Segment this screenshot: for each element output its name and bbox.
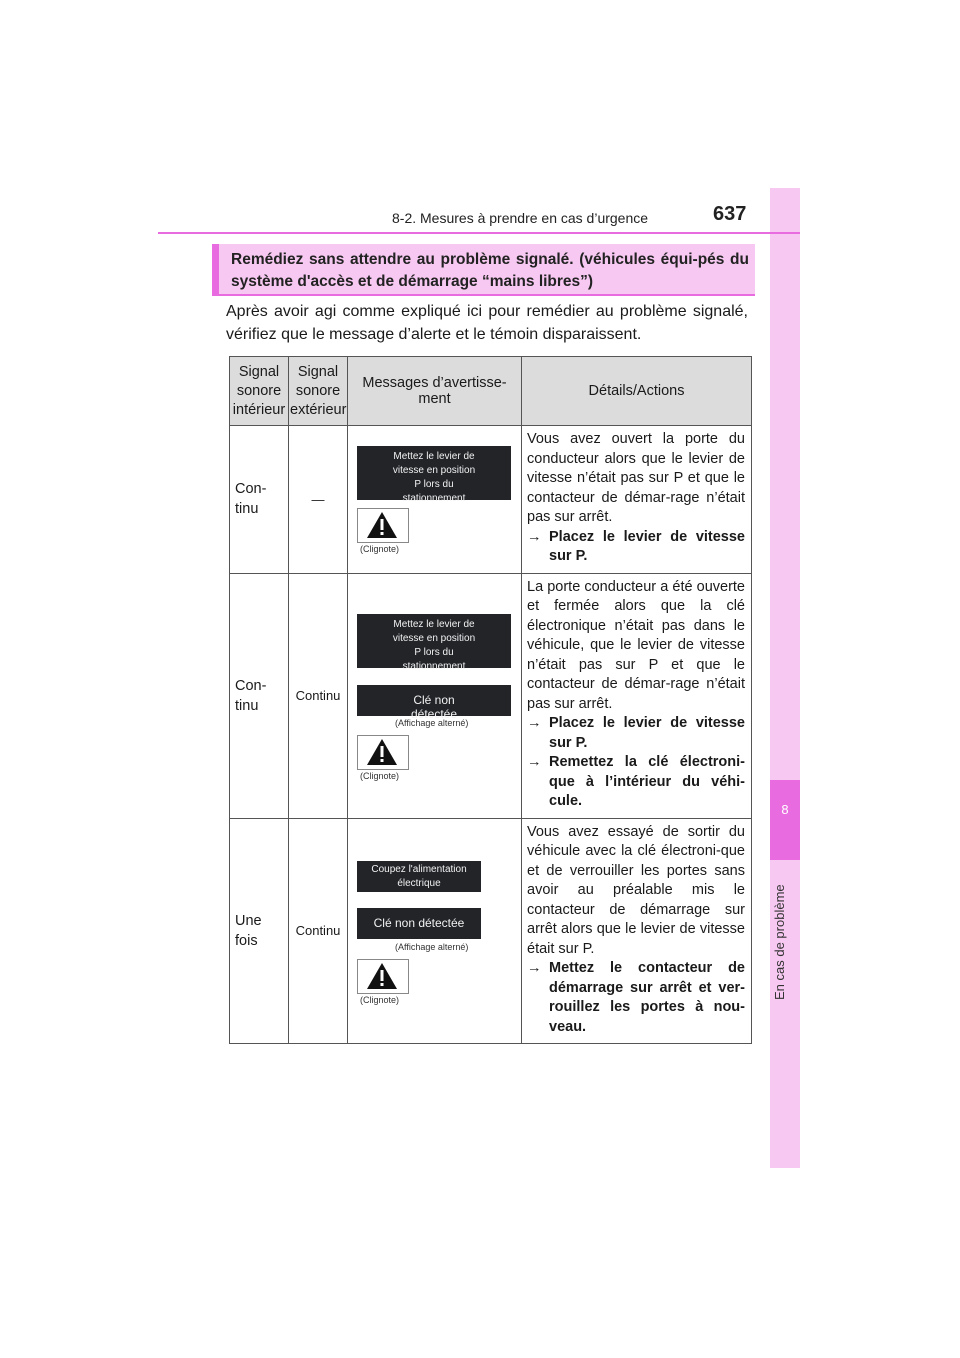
details-text: Vous avez ouvert la porte du conducteur alors que le levier de vitesse n’était pas sur P et que le contacteur de démar-rage n’était pas sur arrêt. (527, 431, 745, 525)
action-item (527, 959, 745, 1037)
master-warning-icon (357, 735, 409, 770)
warning-message-cell (348, 573, 522, 818)
arrow-icon: → (527, 528, 542, 545)
details-cell (522, 573, 752, 818)
message-screen (357, 446, 511, 504)
message-text: Mettez le levier de vitesse en position P lors du stationnement (392, 451, 476, 504)
message-screen (357, 685, 511, 721)
chapter-label: En cas de problème (772, 884, 787, 1000)
exterior-buzzer-cell: Continu (289, 573, 348, 818)
action-text: Mettez le contacteur de démarrage sur arrêt et ver-rouillez les portes à nou-veau. (549, 960, 745, 1035)
action-text: Placez le levier de vitesse sur P. (549, 528, 745, 564)
action-item (527, 528, 745, 567)
message-text: Clé non détectée (373, 915, 465, 930)
callout-text: Remédiez sans attendre au problème signalé. (véhicules équi-pés du système d'accès et de démarrage “mains libres”) (231, 251, 749, 290)
action-text: Placez le levier de vitesse sur P. (549, 715, 745, 751)
interior-buzzer-cell: Une fois (230, 818, 289, 1044)
blink-caption: (Clignote) (360, 544, 400, 554)
callout-box (212, 244, 755, 296)
details-text: Vous avez essayé de sortir du véhicule avec la clé électroni-que et de verrouiller les portes sans avoir au préalable mis le contacteur de démarrage sur arrêt alors que le levier de vitesse était sur P. (527, 823, 745, 957)
table-row (230, 573, 752, 818)
arrow-icon: → (527, 754, 542, 770)
interior-buzzer-cell: Con-tinu (230, 426, 289, 574)
table-row (230, 426, 752, 574)
warning-message-cell (348, 818, 522, 1044)
warning-message-cell (348, 426, 522, 574)
message-text: Clé non détectée (410, 692, 458, 721)
master-warning-icon (357, 508, 409, 543)
header-details: Détails/Actions (522, 357, 752, 426)
section-title: 8-2. Mesures à prendre en cas d’urgence (392, 210, 649, 226)
page-number: 637 (713, 203, 747, 225)
action-item (527, 714, 745, 753)
arrow-icon: → (527, 960, 542, 976)
message-text: Coupez l'alimentation électrique (371, 863, 467, 889)
message-screen (357, 908, 481, 939)
exterior-buzzer-cell: — (289, 426, 348, 574)
header-rule (158, 232, 800, 234)
alternate-caption: (Affichage alterné) (395, 717, 469, 728)
interior-buzzer-cell: Con-tinu (230, 573, 289, 818)
blink-caption: (Clignote) (360, 770, 400, 781)
details-cell (522, 426, 752, 574)
warning-table (229, 356, 752, 1044)
details-text: La porte conducteur a été ouverte et fermée alors que la clé électronique n’était pas dans le véhicule, que le levier de vitesse n’était pas sur P et que le contacteur de démar-rage n’était pas sur arrêt. (527, 578, 745, 712)
message-text: Mettez le levier de vitesse en position P lors du stationnement (392, 618, 476, 672)
master-warning-icon (357, 959, 409, 994)
action-text: Remettez la clé électroni-que à l’intérieur du véhi-cule. (549, 754, 745, 809)
blink-caption: (Clignote) (360, 994, 400, 1005)
table-header-row (230, 357, 752, 426)
arrow-icon: → (527, 715, 542, 731)
message-screen (357, 614, 511, 672)
chapter-side-tab (770, 188, 800, 1168)
message-screen (357, 861, 481, 892)
header-exterior-buzzer: Signal sonore extérieur (289, 357, 348, 426)
chapter-number: 8 (770, 780, 800, 860)
table-row (230, 818, 752, 1044)
intro-paragraph: Après avoir agi comme expliqué ici pour remédier au problème signalé, vérifiez que le message d’alerte et le témoin disparaissent. (226, 303, 748, 343)
header-messages: Messages d’avertisse-ment (348, 357, 522, 426)
exterior-buzzer-cell: Continu (289, 818, 348, 1044)
details-cell (522, 818, 752, 1044)
header-interior-buzzer: Signal sonore intérieur (230, 357, 289, 426)
alternate-caption: (Affichage alterné) (395, 941, 469, 952)
action-item (527, 753, 745, 812)
